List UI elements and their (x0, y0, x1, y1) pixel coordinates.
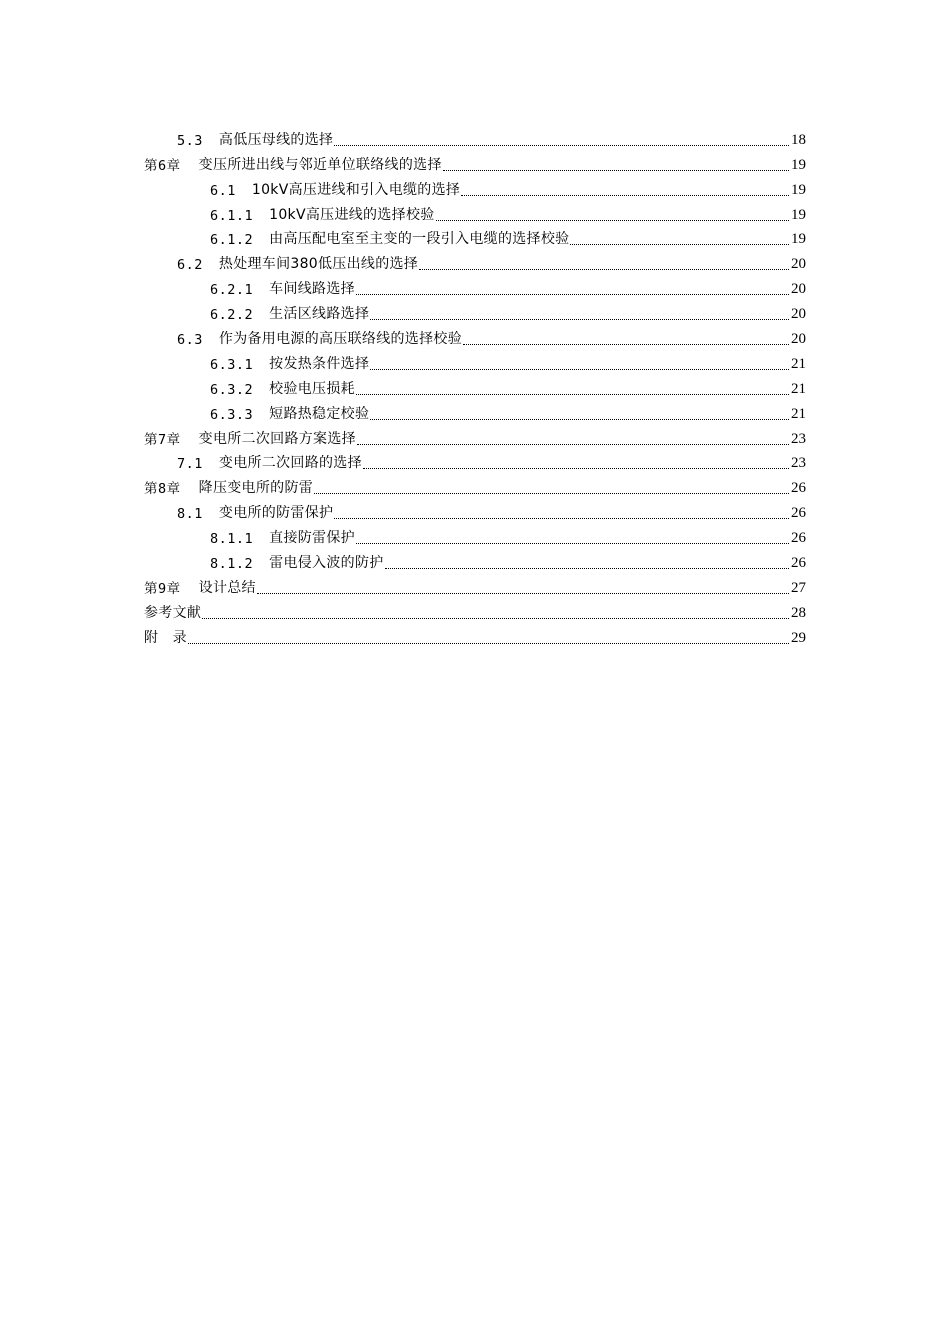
toc-entry-title: 生活区线路选择 (269, 306, 370, 323)
toc-entry-page-number: 19 (791, 156, 806, 173)
toc-entry[interactable] (144, 348, 806, 373)
toc-entry-number: 6.2 (177, 257, 203, 274)
toc-dot-leader (370, 405, 789, 420)
toc-dot-leader (202, 604, 789, 619)
toc-entry[interactable] (144, 472, 806, 497)
toc-dot-leader (419, 255, 789, 270)
toc-entry-number: 8.1 (177, 506, 203, 523)
toc-entry-number: 6.1.1 (210, 207, 254, 224)
toc-entry[interactable] (144, 572, 806, 597)
toc-entry-page-number: 19 (791, 181, 806, 198)
toc-entry-number: 6.3.1 (210, 356, 254, 373)
toc-dot-leader (356, 280, 789, 295)
toc-entry-title: 降压变电所的防雷 (198, 480, 314, 497)
toc-dot-leader (363, 454, 789, 469)
toc-dot-leader (334, 504, 789, 519)
toc-entry-number: 6.3 (177, 332, 203, 349)
toc-entry-number: 5.3 (177, 132, 203, 149)
toc-entry[interactable] (144, 423, 806, 448)
toc-dot-leader (385, 554, 789, 569)
toc-entry-title: 附 录 (144, 629, 187, 646)
toc-entry-page-number: 26 (791, 505, 806, 522)
toc-entry-page-number: 23 (791, 430, 806, 447)
toc-entry-page-number: 19 (791, 206, 806, 223)
toc-entry-page-number: 26 (791, 555, 806, 572)
toc-entry-title: 由高压配电室至主变的一段引入电缆的选择校验 (269, 231, 570, 248)
toc-entry-page-number: 20 (791, 331, 806, 348)
toc-entry[interactable] (144, 174, 806, 199)
toc-entry-number: 第6章 (144, 157, 181, 174)
toc-entry-page-number: 27 (791, 579, 806, 596)
toc-entry[interactable] (144, 199, 806, 224)
toc-entry-page-number: 20 (791, 256, 806, 273)
toc-entry-title: 按发热条件选择 (269, 355, 370, 372)
toc-entry-title: 车间线路选择 (269, 281, 355, 298)
toc-entry-page-number: 23 (791, 455, 806, 472)
toc-entry-number: 7.1 (177, 456, 203, 473)
toc-entry-number: 8.1.2 (210, 556, 254, 573)
toc-entry[interactable] (144, 522, 806, 547)
toc-dot-leader (436, 206, 789, 221)
toc-entry-number: 第7章 (144, 431, 181, 448)
toc-entry-title: 参考文献 (144, 604, 202, 621)
toc-entry-number: 6.1.2 (210, 232, 254, 249)
toc-entry-title: 变电所二次回路方案选择 (198, 430, 356, 447)
toc-entry-title: 10kV高压进线的选择校验 (269, 206, 435, 223)
toc-entry[interactable] (144, 298, 806, 323)
toc-entry-page-number: 21 (791, 405, 806, 422)
toc-dot-leader (463, 330, 789, 345)
toc-dot-leader (443, 156, 789, 171)
toc-dot-leader (570, 230, 789, 245)
table-of-contents (144, 124, 806, 647)
toc-entry-title: 作为备用电源的高压联络线的选择校验 (218, 331, 462, 348)
toc-entry-page-number: 21 (791, 355, 806, 372)
toc-dot-leader (356, 529, 789, 544)
toc-entry[interactable] (144, 373, 806, 398)
toc-entry-title: 短路热稳定校验 (269, 405, 370, 422)
toc-entry-number: 6.2.1 (210, 282, 254, 299)
toc-entry-page-number: 26 (791, 480, 806, 497)
toc-entry-page-number: 29 (791, 629, 806, 646)
toc-entry-page-number: 18 (791, 131, 806, 148)
toc-entry-page-number: 21 (791, 380, 806, 397)
toc-entry-number: 6.1 (210, 182, 236, 199)
toc-entry-number: 第9章 (144, 580, 181, 597)
toc-entry[interactable] (144, 248, 806, 273)
toc-dot-leader (314, 479, 789, 494)
toc-entry-title: 变压所进出线与邻近单位联络线的选择 (198, 156, 442, 173)
toc-entry-number: 6.3.3 (210, 406, 254, 423)
toc-entry[interactable] (144, 398, 806, 423)
toc-dot-leader (370, 355, 789, 370)
toc-entry-page-number: 20 (791, 306, 806, 323)
toc-entry-number: 6.3.2 (210, 381, 254, 398)
toc-entry-page-number: 26 (791, 530, 806, 547)
toc-entry[interactable] (144, 273, 806, 298)
toc-entry-title: 直接防雷保护 (269, 530, 355, 547)
toc-entry[interactable] (144, 547, 806, 572)
toc-entry[interactable] (144, 622, 806, 647)
toc-entry-number: 6.2.2 (210, 307, 254, 324)
toc-dot-leader (357, 430, 789, 445)
toc-entry-title: 10kV高压进线和引入电缆的选择 (251, 181, 461, 198)
toc-entry-title: 变电所的防雷保护 (218, 505, 334, 522)
toc-dot-leader (461, 181, 789, 196)
toc-entry[interactable] (144, 224, 806, 249)
toc-dot-leader (334, 131, 789, 146)
toc-entry-title: 高低压母线的选择 (218, 131, 334, 148)
toc-entry-title: 设计总结 (198, 579, 256, 596)
toc-entry-number: 8.1.1 (210, 531, 254, 548)
toc-entry-page-number: 28 (791, 604, 806, 621)
toc-dot-leader (370, 305, 789, 320)
toc-dot-leader (257, 579, 789, 594)
toc-entry[interactable] (144, 323, 806, 348)
toc-entry-number: 第8章 (144, 481, 181, 498)
toc-entry-title: 热处理车间380低压出线的选择 (218, 256, 419, 273)
toc-dot-leader (188, 629, 789, 644)
toc-entry[interactable] (144, 448, 806, 473)
toc-entry[interactable] (144, 497, 806, 522)
toc-entry[interactable] (144, 597, 806, 622)
toc-entry-title: 校验电压损耗 (269, 380, 355, 397)
toc-entry[interactable] (144, 124, 806, 149)
toc-entry[interactable] (144, 149, 806, 174)
toc-entry-page-number: 20 (791, 281, 806, 298)
toc-entry-title: 变电所二次回路的选择 (218, 455, 362, 472)
toc-entry-page-number: 19 (791, 231, 806, 248)
toc-entry-title: 雷电侵入波的防护 (269, 555, 384, 572)
toc-dot-leader (356, 380, 789, 395)
